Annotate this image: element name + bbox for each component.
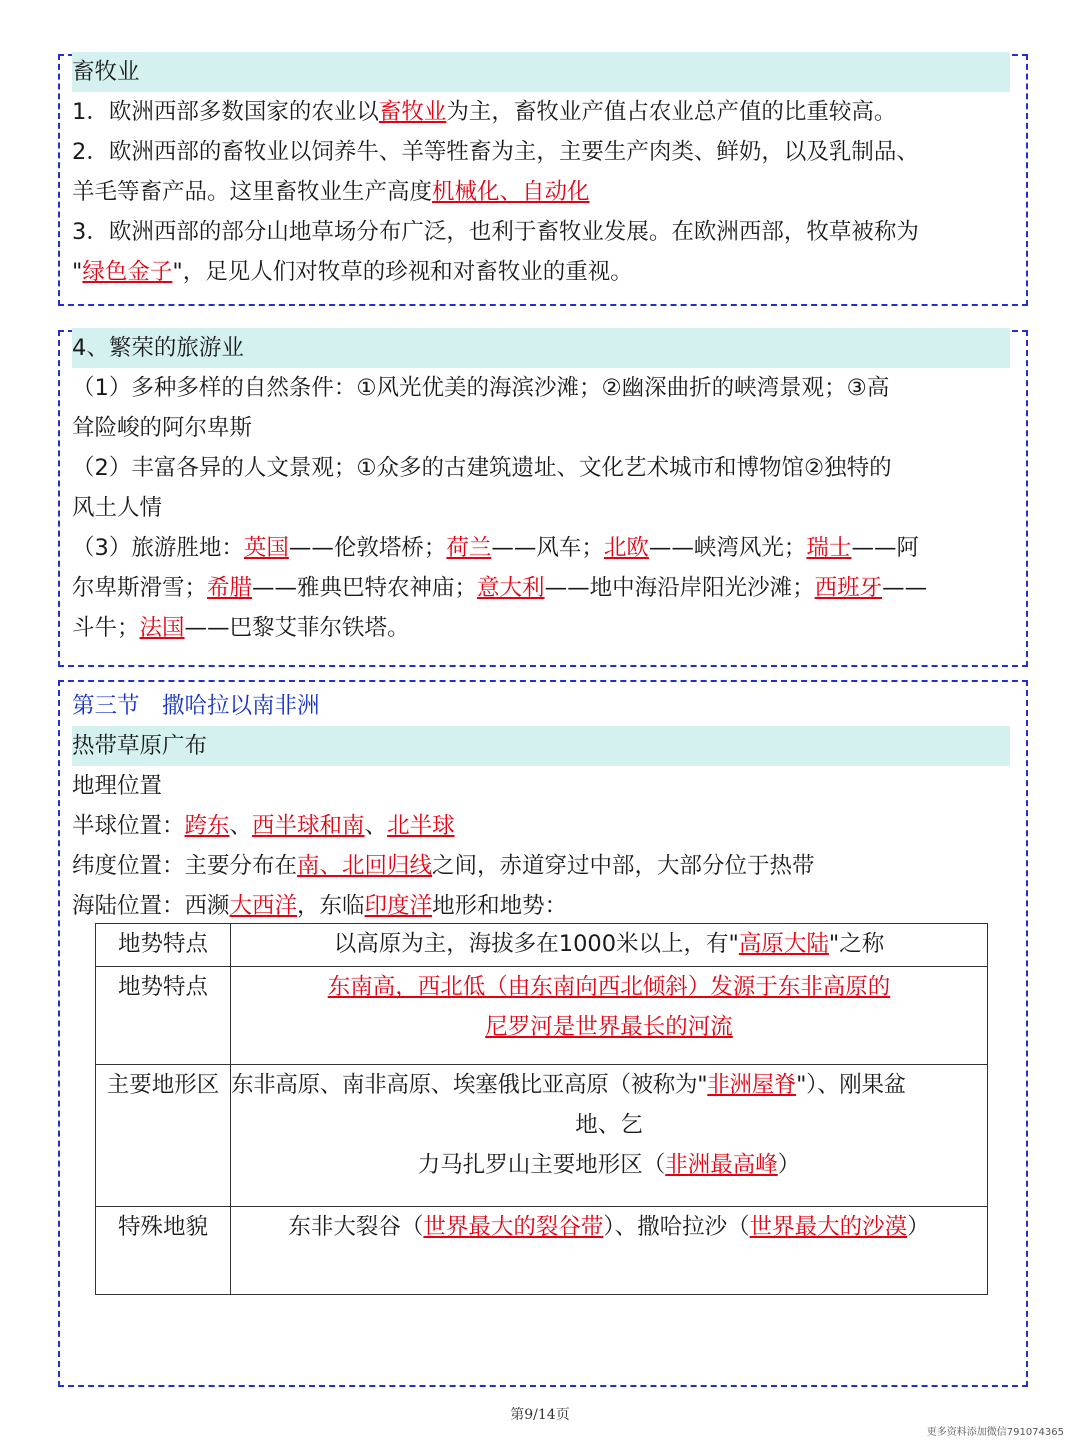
row-content: [231, 967, 988, 1065]
text: 以高原为主，海拔多在1000米以上，有": [333, 931, 739, 957]
text: 羊毛等畜产品。这里畜牧业生产高度: [72, 179, 433, 205]
tourism-line-5: [72, 528, 1010, 568]
content-line: [231, 1065, 987, 1105]
key-term: 绿色金子: [82, 259, 173, 285]
hemisphere-line: [72, 806, 1010, 846]
key-term: 西半球和南: [252, 813, 365, 839]
text: ": [72, 259, 83, 285]
row-content: [231, 924, 988, 967]
key-term: 英国: [243, 535, 289, 561]
key-term: 高原大陆: [738, 931, 829, 957]
text: ——风车；: [491, 535, 604, 561]
text: ）: [777, 1152, 801, 1178]
latitude-line: [72, 846, 1010, 886]
label-text: 地势特点: [117, 931, 208, 957]
key-term: 尼罗河是世界最长的河流: [485, 1014, 733, 1040]
text: "）、刚果盆: [796, 1072, 906, 1098]
key-term: 瑞士: [806, 535, 852, 561]
content-line: [231, 967, 987, 1007]
label-text: 地势特点: [117, 974, 208, 1000]
text: ——巴黎艾菲尔铁塔。: [184, 615, 410, 641]
key-term: 法国: [139, 615, 185, 641]
key-term: 非洲最高峰: [665, 1152, 778, 1178]
text: ——伦敦塔桥；: [288, 535, 447, 561]
key-term: 世界最大的沙漠: [749, 1214, 908, 1240]
text: ——地中海沿岸阳光沙滩；: [544, 575, 815, 601]
section-livestock: [72, 52, 1010, 292]
tourism-line-4: 风土人情: [72, 495, 163, 521]
key-term: 意大利: [477, 575, 545, 601]
text: 地形和地势：: [432, 893, 568, 919]
text: 力马扎罗山主要地形区（: [417, 1152, 666, 1178]
table-row: [96, 1207, 988, 1295]
text: 纬度位置：主要分布在: [72, 853, 298, 879]
text: "之称: [828, 931, 885, 957]
text: "，足见人们对牧草的珍视和对畜牧业的重视。: [172, 259, 633, 285]
row-label: [96, 1207, 231, 1295]
paragraph-2-cont: [72, 172, 1010, 212]
section-title-tourism: 4、繁荣的旅游业: [72, 328, 1010, 368]
key-term: 北欧: [603, 535, 649, 561]
table-row: [96, 1065, 988, 1207]
key-term: 东南高，西北低（由东南向西北倾斜）发源于东非高原的: [327, 974, 891, 1000]
text: 为主，畜牧业产值占农业总产值的比重较高。: [446, 99, 897, 125]
label-text: 主要地形区: [106, 1072, 220, 1098]
row-content: [231, 1207, 988, 1295]
key-term: 世界最大的裂谷带: [423, 1214, 604, 1240]
paragraph-2: 2．欧洲西部的畜牧业以饲养牛、羊等牲畜为主，主要生产肉类、鲜奶，以及乳制品、: [72, 139, 919, 165]
text: 之间，赤道穿过中部，大部分位于热带: [432, 853, 815, 879]
section-tourism: [72, 328, 1010, 648]
chapter-heading: 第三节 撒哈拉以南非洲: [72, 693, 320, 719]
subheading-location: 地理位置: [72, 773, 163, 799]
label-text: 特殊地貌: [117, 1214, 208, 1240]
page-number: 第9/14页: [510, 1407, 570, 1423]
key-term: 机械化、自动化: [432, 179, 590, 205]
content-line: [231, 1207, 987, 1247]
text: 半球位置：: [72, 813, 185, 839]
text: 斗牛；: [72, 615, 140, 641]
key-term: 印度洋: [364, 893, 433, 919]
content-line: [231, 1145, 987, 1185]
text: （3）旅游胜地：: [72, 535, 244, 561]
row-label: [96, 924, 231, 967]
section-africa: [72, 686, 1010, 926]
row-label: [96, 1065, 231, 1207]
text: 东非大裂谷（: [288, 1214, 424, 1240]
content-line: 地、乞: [575, 1112, 643, 1138]
key-term: 大西洋: [229, 893, 298, 919]
content-line: [231, 1007, 987, 1047]
terrain-table: [95, 923, 988, 1295]
table-row: [96, 924, 988, 967]
text: 尔卑斯滑雪；: [72, 575, 208, 601]
row-label: [96, 967, 231, 1065]
row-content: [231, 1065, 988, 1207]
section-title-savanna: 热带草原广布: [72, 726, 1010, 766]
text: 东非高原、南非高原、埃塞俄比亚高原（被称为": [231, 1072, 708, 1098]
key-term: 北半球: [387, 813, 455, 839]
key-term: 荷兰: [446, 535, 492, 561]
key-term: 西班牙: [814, 575, 883, 601]
tourism-line-3: （2）丰富各异的人文景观；①众多的古建筑遗址、文化艺术城市和博物馆②独特的: [72, 455, 892, 481]
text: ）: [907, 1214, 930, 1240]
text: 海陆位置：西濒: [72, 893, 230, 919]
tourism-line-2: 耸险峻的阿尔卑斯: [72, 415, 253, 441]
key-term: 希腊: [207, 575, 253, 601]
key-term: 南、北回归线: [297, 853, 433, 879]
key-term: 畜牧业: [378, 99, 447, 125]
footer-note: 更多资料添加微信791074365: [926, 1427, 1064, 1438]
section-title-livestock: 畜牧业: [72, 52, 1010, 92]
paragraph-3-cont: [72, 252, 1010, 292]
text: ——阿: [851, 535, 919, 561]
paragraph-3: 3．欧洲西部的部分山地草场分布广泛，也利于畜牧业发展。在欧洲西部，牧草被称为: [72, 219, 919, 245]
text: 、: [229, 813, 253, 839]
text: ——峡湾风光；: [648, 535, 807, 561]
content-line: [231, 924, 987, 964]
text: ——: [882, 575, 928, 601]
sea-land-line: [72, 886, 1010, 926]
table-row: [96, 967, 988, 1065]
tourism-line-6: [72, 568, 1010, 608]
key-term: 跨东: [184, 813, 230, 839]
paragraph-1: [72, 92, 1010, 132]
text: ）、撒哈拉沙（: [603, 1214, 750, 1240]
text: 1．欧洲西部多数国家的农业以: [72, 99, 379, 125]
text: ——雅典巴特农神庙；: [252, 575, 478, 601]
text: 、: [364, 813, 388, 839]
tourism-line-7: [72, 608, 1010, 648]
key-term: 非洲屋脊: [707, 1072, 797, 1098]
tourism-line-1: （1）多种多样的自然条件：①风光优美的海滨沙滩；②幽深曲折的峡湾景观；③高: [72, 375, 890, 401]
text: ，东临: [297, 893, 365, 919]
